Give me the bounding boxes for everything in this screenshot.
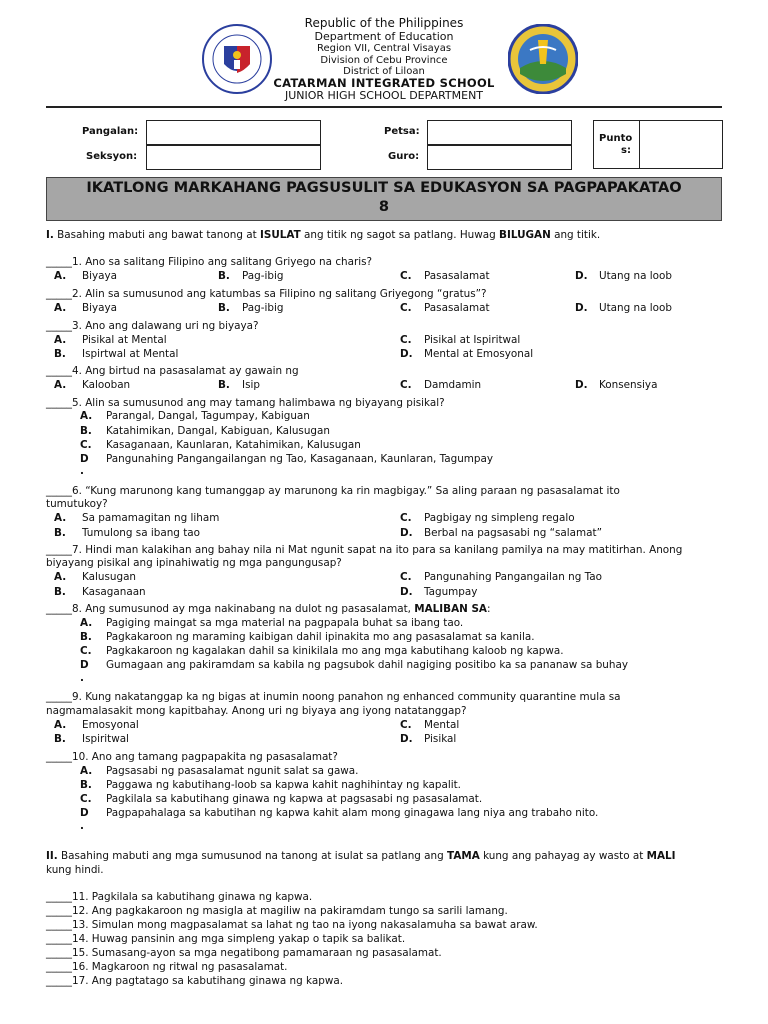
- opt-letter: A.: [54, 302, 67, 314]
- section-field[interactable]: [146, 145, 321, 170]
- republic-text: Republic of the Philippines: [304, 16, 464, 30]
- q9-option-d: [400, 733, 456, 745]
- item-16: _____16. Magkaroon ng ritwal ng pasasalamat.: [46, 961, 288, 973]
- opt-text: Pasasalamat: [424, 302, 490, 314]
- opt-text: Pag-ibig: [242, 270, 284, 282]
- opt-text: Kalusugan: [82, 571, 137, 583]
- opt-letter: D.: [400, 348, 413, 360]
- opt-text: Kalooban: [82, 379, 131, 391]
- opt-text: Pangunahing Pangangailan ng Tao: [424, 571, 602, 583]
- question-10: _____10. Ano ang tamang pagpapakita ng pasasalamat?: [46, 751, 338, 763]
- q6-option-d: [400, 527, 602, 539]
- opt-text: Utang na loob: [599, 270, 672, 282]
- opt-letter: B.: [54, 348, 66, 360]
- opt-letter: C.: [80, 645, 92, 657]
- question-8: [46, 603, 490, 615]
- part1-instr-b: ISULAT: [259, 229, 301, 241]
- q5-option-c: [80, 439, 361, 451]
- part1-instr-c: ang titik ng sagot sa patlang. Huwag: [300, 229, 500, 241]
- q5-option-b: [80, 425, 330, 437]
- opt-text: Paggawa ng kabutihang-loob sa kapwa kahit naghihintay ng kapalit.: [106, 779, 461, 791]
- opt-letter: B.: [54, 586, 66, 598]
- q8-option-d: [80, 659, 628, 671]
- opt-text: Pagpapahalaga sa kabutihan ng kapwa kahit alam mong ginagawa lang niya ang trabaho nito.: [106, 807, 599, 819]
- header-divider: [46, 106, 722, 108]
- q2-option-d: [575, 302, 672, 314]
- item-11: _____11. Pagkilala sa kabutihang ginawa ng kapwa.: [46, 891, 313, 903]
- stray-dot: .: [80, 672, 84, 684]
- score-label-line2: s:: [621, 145, 631, 156]
- question-9-line2: nagmamalasakit mong kapitbahay. Anong uri ng biyaya ang iyong natatanggap?: [46, 705, 467, 717]
- part2-instr-c: kung ang pahayag ay wasto at: [479, 850, 647, 862]
- opt-text: Ispirtwal at Mental: [82, 348, 179, 360]
- q1-option-b: [218, 270, 283, 282]
- opt-letter: C.: [80, 793, 92, 805]
- opt-letter: D.: [575, 379, 588, 391]
- q6-option-a: [54, 512, 219, 524]
- q1-option-a: [54, 270, 117, 282]
- opt-text: Isip: [242, 379, 260, 391]
- opt-letter: A.: [54, 270, 67, 282]
- opt-letter: C.: [400, 571, 412, 583]
- region-text: Region VII, Central Visayas: [316, 43, 452, 54]
- opt-letter: D.: [400, 586, 413, 598]
- opt-letter: D: [80, 659, 89, 671]
- opt-letter: D.: [400, 733, 413, 745]
- q7-option-b: [54, 586, 146, 598]
- score-field[interactable]: [639, 120, 723, 169]
- opt-letter: B.: [54, 527, 66, 539]
- q7-option-a: [54, 571, 136, 583]
- opt-text: Pagbigay ng simpleng regalo: [424, 512, 575, 524]
- q8-option-b: [80, 631, 535, 643]
- q3-option-c: [400, 334, 520, 346]
- opt-letter: C.: [400, 334, 412, 346]
- part2-instr-d: MALI: [646, 850, 676, 862]
- part1-roman: I.: [46, 229, 54, 241]
- question-4: _____4. Ang birtud na pasasalamat ay gawain ng: [46, 365, 299, 377]
- q5-option-d: [80, 453, 493, 465]
- q10-option-a: [80, 765, 358, 777]
- district-text: District of Liloan: [343, 66, 425, 77]
- opt-text: Sa pamamagitan ng liham: [82, 512, 220, 524]
- q10-option-c: [80, 793, 482, 805]
- opt-letter: B.: [80, 631, 92, 643]
- opt-text: Gumagaan ang pakiramdam sa kabila ng pagsubok dahil nagiging positibo ka sa pananaw sa buhay: [106, 659, 628, 671]
- opt-letter: C.: [400, 270, 412, 282]
- item-13: _____13. Simulan mong magpasalamat sa lahat ng tao na iyong nakasalamuha sa bawat araw.: [46, 919, 538, 931]
- q10-option-d: [80, 807, 598, 819]
- q9-option-a: [54, 719, 139, 731]
- name-field[interactable]: [146, 120, 321, 145]
- q8-text-a: _____8. Ang sumusunod ay mga nakinabang na dulot ng pasasalamat,: [46, 603, 415, 615]
- q2-option-a: [54, 302, 117, 314]
- opt-text: Katahimikan, Dangal, Kabiguan, Kalusugan: [106, 425, 330, 437]
- opt-letter: B.: [218, 302, 230, 314]
- question-6-line1: _____6. “Kung marunong kang tumanggap ay marunong ka rin magbigay.” Sa aling paraan ng pasasalamat ito: [46, 485, 620, 497]
- opt-letter: A.: [54, 379, 67, 391]
- opt-letter: B.: [218, 270, 230, 282]
- school-header: [0, 16, 768, 102]
- q8-option-c: [80, 645, 564, 657]
- opt-letter: C.: [400, 719, 412, 731]
- opt-text: Utang na loob: [599, 302, 672, 314]
- opt-text: Biyaya: [82, 302, 118, 314]
- opt-letter: B.: [218, 379, 230, 391]
- q3-option-d: [400, 348, 533, 360]
- q6-option-b: [54, 527, 200, 539]
- opt-text: Pisikal at Ispiritwal: [424, 334, 521, 346]
- opt-text: Berbal na pagsasabi ng “salamat”: [424, 527, 602, 539]
- question-6-line2: tumutukoy?: [46, 498, 108, 510]
- opt-letter: A.: [80, 765, 93, 777]
- question-7-line1: _____7. Hindi man kalakihan ang bahay nila ni Mat ngunit sapat na ito para sa kanilang pamilya na may matitirhan. Anong: [46, 544, 683, 556]
- q1-option-c: [400, 270, 490, 282]
- exam-title-grade: 8: [378, 198, 390, 215]
- q9-option-b: [54, 733, 129, 745]
- q8-option-a: [80, 617, 463, 629]
- question-3: _____3. Ano ang dalawang uri ng biyaya?: [46, 320, 259, 332]
- q8-text-c: :: [486, 603, 491, 615]
- opt-letter: B.: [80, 779, 92, 791]
- opt-text: Damdamin: [424, 379, 482, 391]
- item-15: _____15. Sumasang-ayon sa mga negatibong pamamaraan ng pasasalamat.: [46, 947, 442, 959]
- opt-text: Pagkakaroon ng maraming kaibigan dahil ipinakita mo ang pasasalamat sa kanila.: [106, 631, 535, 643]
- date-label: Petsa:: [384, 126, 420, 137]
- q3-option-a: [54, 334, 167, 346]
- opt-text: Konsensiya: [599, 379, 658, 391]
- q4-option-d: [575, 379, 657, 391]
- opt-letter: A.: [54, 334, 67, 346]
- q2-option-c: [400, 302, 490, 314]
- opt-letter: A.: [54, 719, 67, 731]
- opt-text: Ispiritwal: [82, 733, 129, 745]
- opt-text: Tumulong sa ibang tao: [82, 527, 201, 539]
- item-12: _____12. Ang pagkakaroon ng masigla at magiliw na pakiramdam tungo sa sarili lamang.: [46, 905, 508, 917]
- part2-instructions: [46, 850, 675, 862]
- question-9-line1: _____9. Kung nakatanggap ka ng bigas at inumin noong panahon ng enhanced community quarantine mula sa: [46, 691, 621, 703]
- opt-text: Parangal, Dangal, Tagumpay, Kabiguan: [106, 410, 310, 422]
- q4-option-a: [54, 379, 130, 391]
- opt-text: Tagumpay: [424, 586, 478, 598]
- exam-title: IKATLONG MARKAHANG PAGSUSULIT SA EDUKASYON SA PAGPAPAKATAO: [86, 179, 682, 196]
- opt-letter: C.: [400, 302, 412, 314]
- q7-option-d: [400, 586, 477, 598]
- question-7-line2: biyayang pisikal ang ipinahiwatig ng mga pangungusap?: [46, 557, 342, 569]
- q6-option-c: [400, 512, 575, 524]
- opt-text: Pag-ibig: [242, 302, 284, 314]
- stray-dot: .: [80, 465, 84, 477]
- opt-text: Pagkakaroon ng kagalakan dahil sa kinikilala mo ang mga kabutihang kaloob ng kapwa.: [106, 645, 564, 657]
- q4-option-b: [218, 379, 260, 391]
- opt-text: Pangunahing Pangangailangan ng Tao, Kasaganaan, Kaunlaran, Tagumpay: [106, 453, 494, 465]
- q5-option-a: [80, 410, 310, 422]
- question-1: _____1. Ano sa salitang Filipino ang salitang Griyego na charis?: [46, 256, 373, 268]
- opt-letter: C.: [80, 439, 92, 451]
- opt-letter: D.: [575, 302, 588, 314]
- part1-instr-a: Basahing mabuti ang bawat tanong at: [53, 229, 260, 241]
- q2-option-b: [218, 302, 283, 314]
- teacher-label: Guro:: [388, 151, 420, 162]
- opt-letter: D.: [575, 270, 588, 282]
- part1-instr-d: BILUGAN: [499, 229, 551, 241]
- opt-letter: A.: [54, 512, 67, 524]
- stray-dot: .: [80, 820, 84, 832]
- part1-instructions: [46, 229, 600, 241]
- opt-text: Pisikal at Mental: [82, 334, 167, 346]
- opt-letter: D: [80, 807, 89, 819]
- q8-text-b: MALIBAN SA: [414, 603, 487, 615]
- opt-letter: A.: [54, 571, 67, 583]
- opt-text: Mental at Emosyonal: [424, 348, 534, 360]
- opt-text: Pagsasabi ng pasasalamat ngunit salat sa gawa.: [106, 765, 359, 777]
- q3-option-b: [54, 348, 178, 360]
- opt-text: Pasasalamat: [424, 270, 490, 282]
- q1-option-d: [575, 270, 672, 282]
- date-field[interactable]: [427, 120, 572, 145]
- part2-roman: II.: [46, 850, 58, 862]
- name-label: Pangalan:: [82, 126, 139, 137]
- part2-instr-b: TAMA: [447, 850, 480, 862]
- opt-text: Kasaganaan, Kaunlaran, Katahimikan, Kalusugan: [106, 439, 361, 451]
- part1-instr-e: ang titik.: [550, 229, 601, 241]
- question-5: _____5. Alin sa sumusunod ang may tamang halimbawa ng biyayang pisikal?: [46, 397, 445, 409]
- item-14: _____14. Huwag pansinin ang mga simpleng yakap o tapik sa balikat.: [46, 933, 406, 945]
- opt-letter: A.: [80, 410, 93, 422]
- part2-instructions-line2: kung hindi.: [46, 864, 104, 876]
- q9-option-c: [400, 719, 459, 731]
- opt-text: Pagiging maingat sa mga material na pagpapala buhat sa ibang tao.: [106, 617, 464, 629]
- score-label: [599, 133, 632, 157]
- opt-letter: A.: [80, 617, 93, 629]
- opt-text: Mental: [424, 719, 460, 731]
- opt-letter: C.: [400, 379, 412, 391]
- opt-text: Emosyonal: [82, 719, 139, 731]
- exam-title-banner: [46, 177, 722, 221]
- opt-letter: D.: [400, 527, 413, 539]
- school-name: CATARMAN INTEGRATED SCHOOL: [273, 75, 495, 90]
- teacher-field[interactable]: [427, 145, 572, 170]
- department-name: JUNIOR HIGH SCHOOL DEPARTMENT: [284, 89, 484, 102]
- opt-text: Pagkilala sa kabutihang ginawa ng kapwa at pagsasabi ng pasasalamat.: [106, 793, 483, 805]
- division-text: Division of Cebu Province: [320, 54, 448, 66]
- q4-option-c: [400, 379, 481, 391]
- score-label-line1: Punto: [599, 133, 633, 144]
- question-2: _____2. Alin sa sumusunod ang katumbas sa Filipino ng salitang Griyegong “gratus”?: [46, 288, 487, 300]
- opt-letter: C.: [400, 512, 412, 524]
- q10-option-b: [80, 779, 461, 791]
- item-17: _____17. Ang pagtatago sa kabutihang ginawa ng kapwa.: [46, 975, 344, 987]
- opt-letter: B.: [54, 733, 66, 745]
- opt-text: Kasaganaan: [82, 586, 146, 598]
- section-label: Seksyon:: [86, 151, 138, 162]
- q7-option-c: [400, 571, 602, 583]
- opt-letter: B.: [80, 425, 92, 437]
- part2-instr-a: Basahing mabuti ang mga sumusunod na tanong at isulat sa patlang ang: [57, 850, 448, 862]
- opt-letter: D: [80, 453, 89, 465]
- opt-text: Biyaya: [82, 270, 118, 282]
- opt-text: Pisikal: [424, 733, 457, 745]
- department-text: Department of Education: [314, 30, 454, 43]
